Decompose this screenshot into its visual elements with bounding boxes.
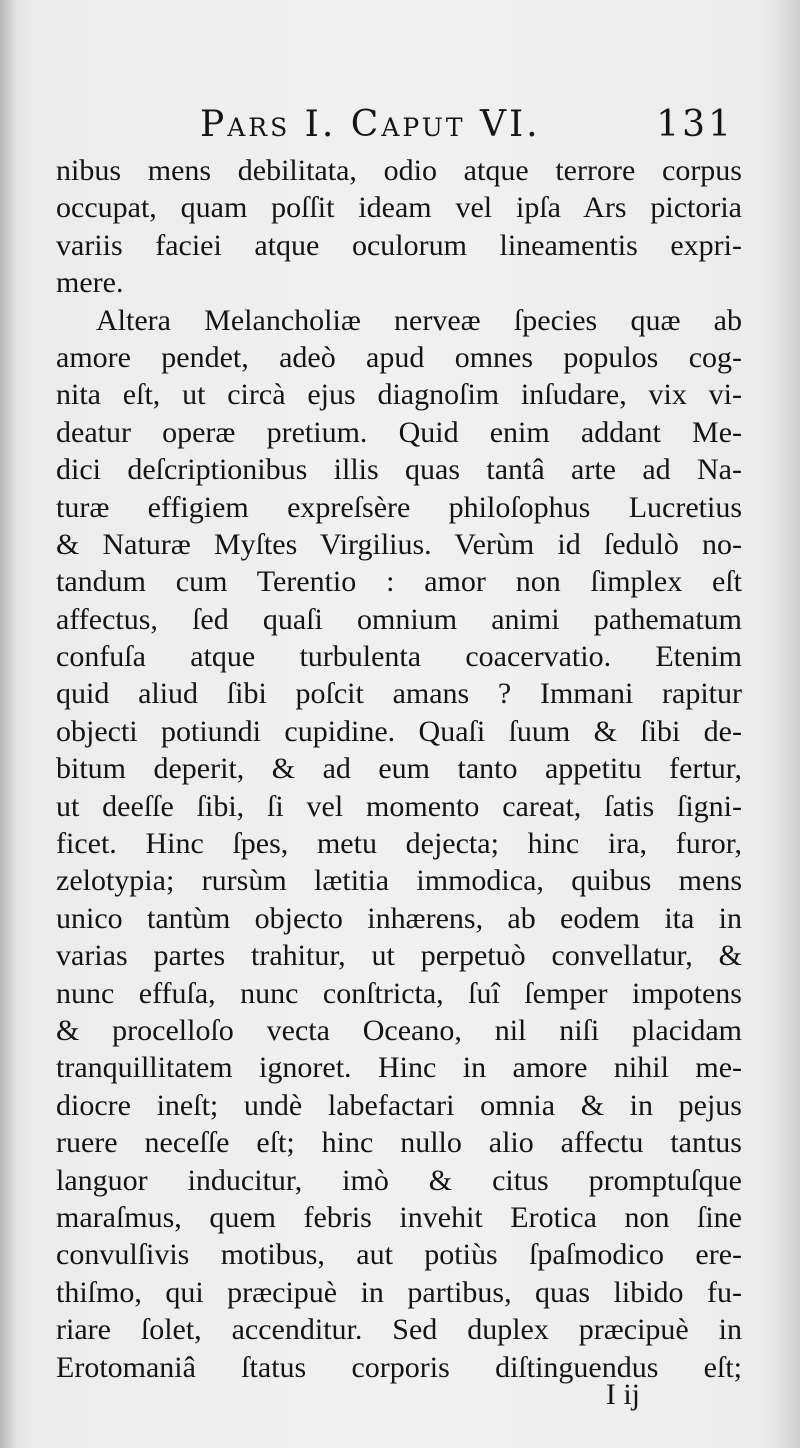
text-line: nibus mens debilitata, odio atque terrore corpus (56, 154, 742, 187)
text-line: nita eſt, ut circà ejus diagnoſim inſudare, vix vi- (56, 378, 742, 412)
text-line: objecti potiundi cupidine. Quaſi ſuum & ſibi de- (56, 714, 742, 748)
text-line: ficet. Hinc ſpes, metu dejecta; hinc ira, furor, (56, 827, 742, 861)
text-line: affectus, ſed quaſi omnium animi pathematum (56, 602, 742, 636)
page-edge-shadow (776, 0, 800, 1448)
text-line: & Naturæ Myſtes Virgilius. Verùm id ſedulò no- (56, 527, 742, 561)
text-line: convulſivis motibus, aut potiùs ſpaſmodico ere- (56, 1238, 742, 1272)
text-line: diocre ineſt; undè labefactari omnia & in pejus (56, 1088, 742, 1122)
body-text (56, 152, 742, 1386)
text-line: riare ſolet, accenditur. Sed duplex præcipuè in (56, 1313, 742, 1347)
text-line: quid aliud ſibi poſcit amans ? Immani rapitur (56, 677, 742, 711)
text-line: occupat, quam poſſit ideam vel ipſa Ars pictoria (56, 191, 742, 225)
page-gutter-shadow (0, 0, 18, 1448)
text-line: Erotomaniâ ſtatus corporis diſtinguendus eſt; (56, 1350, 742, 1384)
text-line: zelotypia; rursùm lætitia immodica, quibus mens (56, 864, 742, 898)
text-line: deatur operæ pretium. Quid enim addant Me- (56, 415, 742, 449)
page-number: 131 (656, 104, 734, 145)
text-line: turæ effigiem expreſsère philoſophus Lucretius (56, 490, 742, 524)
text-line: maraſmus, quem febris invehit Erotica non ſine (56, 1200, 742, 1234)
text-line: varias partes trahitur, ut perpetuò convellatur, & (56, 939, 742, 973)
text-line: amore pendet, adeò apud omnes populos cog- (56, 340, 742, 374)
text-line: Altera Melancholiæ nerveæ ſpecies quæ ab (96, 303, 742, 337)
running-head-title: Pars I. Caput VI. (200, 104, 541, 145)
text-line: mere. (56, 266, 124, 300)
text-line: variis faciei atque oculorum lineamentis expri- (56, 228, 742, 262)
text-line: bitum deperit, & ad eum tanto appetitu fertur, (56, 752, 742, 786)
text-line: nunc effuſa, nunc conſtricta, ſuî ſemper impotens (56, 976, 742, 1010)
signature-mark: I ij (605, 1378, 640, 1411)
text-line: tandum cum Terentio : amor non ſimplex eſt (56, 565, 742, 599)
text-line: & procelloſo vecta Oceano, nil niſi placidam (56, 1013, 742, 1047)
text-line: ut deeſſe ſibi, ſi vel momento careat, ſatis ſigni- (56, 789, 742, 823)
text-line: ruere neceſſe eſt; hinc nullo alio affectu tantus (56, 1126, 742, 1160)
text-line: tranquillitatem ignoret. Hinc in amore nihil me- (56, 1051, 742, 1085)
text-line: unico tantùm objecto inhærens, ab eodem ita in (56, 901, 742, 935)
text-line: languor inducitur, imò & citus promptuſque (56, 1163, 742, 1197)
text-line: confuſa atque turbulenta coacervatio. Etenim (56, 640, 742, 674)
running-head (200, 104, 760, 148)
text-line: thiſmo, qui præcipuè in partibus, quas libido fu- (56, 1275, 742, 1309)
text-line: dici deſcriptionibus illis quas tantâ arte ad Na- (56, 453, 742, 487)
